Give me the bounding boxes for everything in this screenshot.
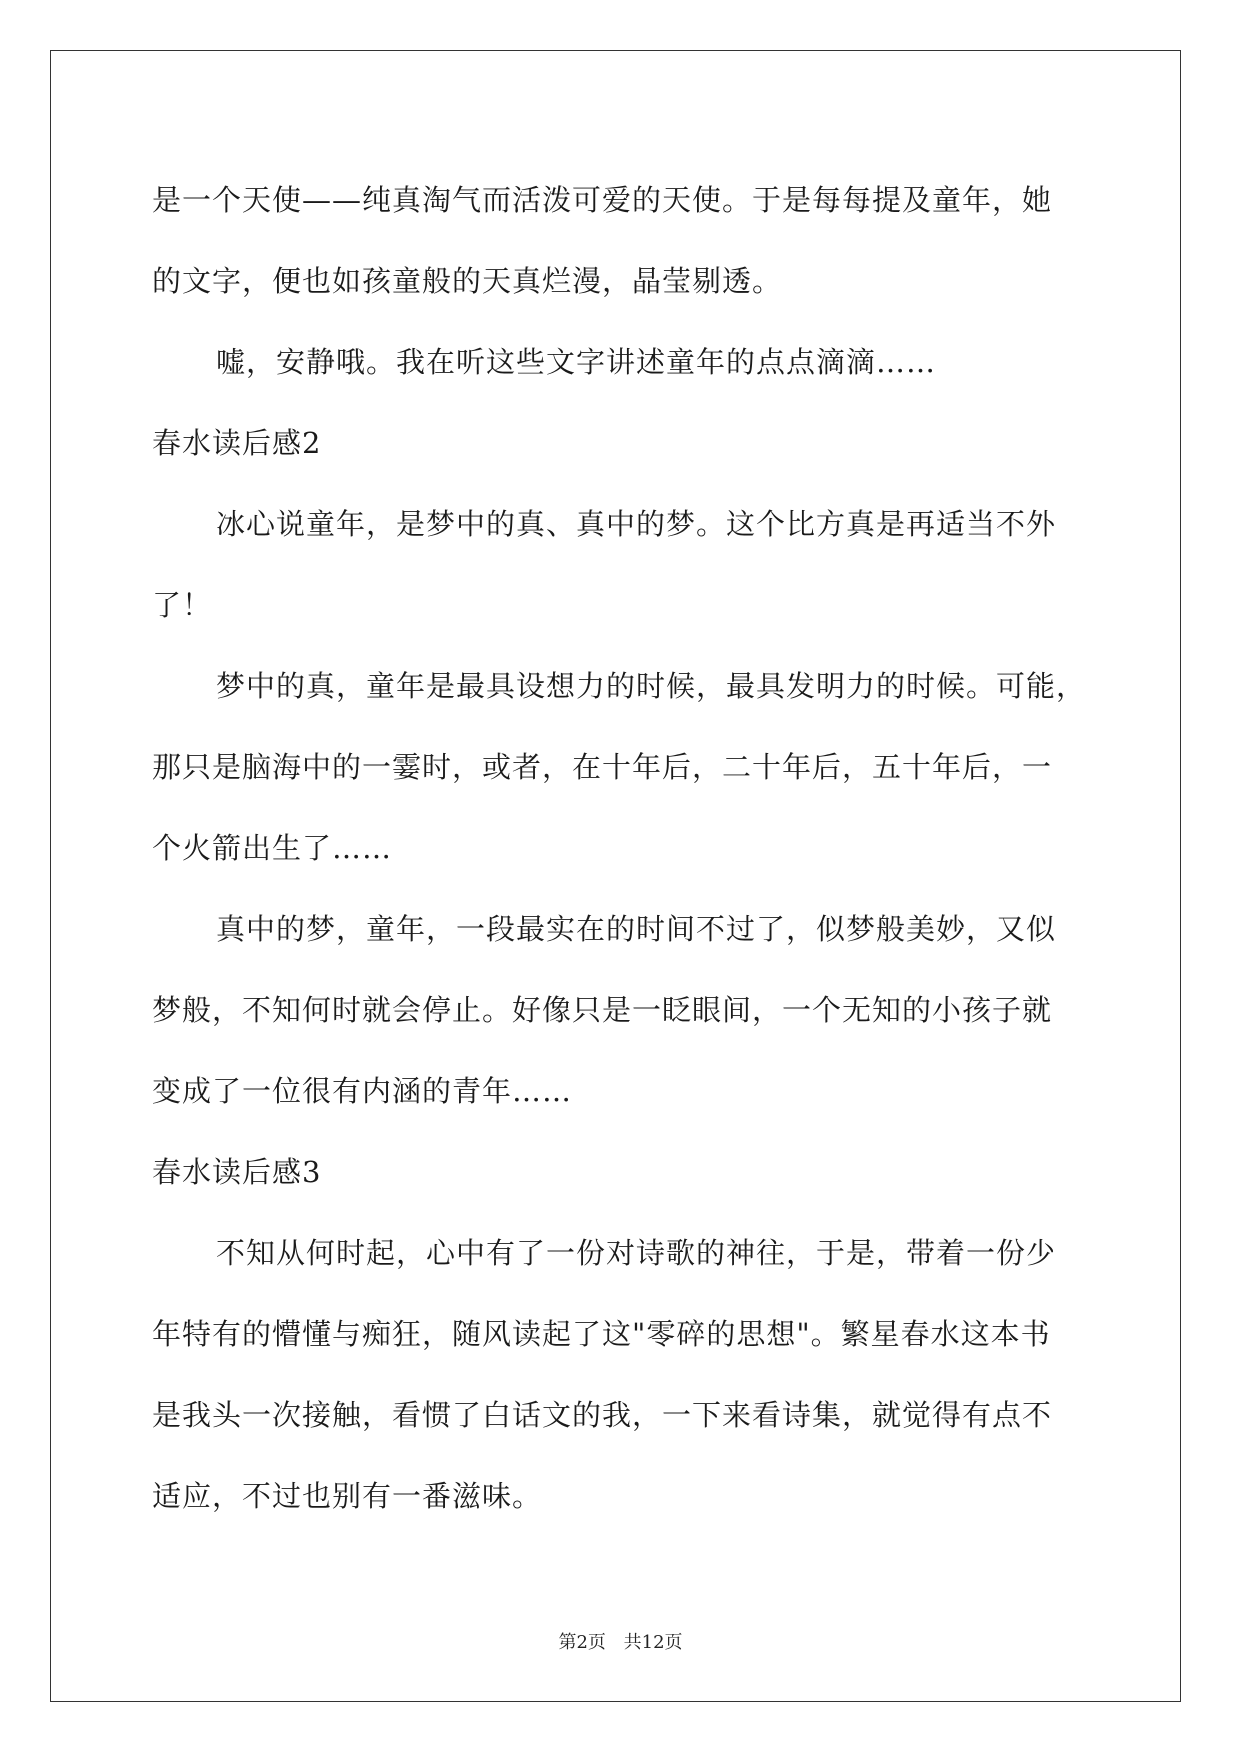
text-line: 适应，不过也别有一番滋味。: [152, 1479, 543, 1513]
text-line: 不知从何时起，心中有了一份对诗歌的神往，于是，带着一份少: [216, 1236, 1057, 1270]
text-line: 是我头一次接触，看惯了白话文的我，一下来看诗集，就觉得有点不: [152, 1398, 1053, 1432]
text-line: 年特有的懵懂与痴狂，随风读起了这"零碎的思想"。繁星春水这本书: [152, 1317, 1051, 1351]
section-heading: 春水读后感3: [152, 1155, 322, 1189]
text-line: 那只是脑海中的一霎时，或者，在十年后，二十年后，五十年后，一: [152, 750, 1053, 784]
page-number: 第2页: [558, 1632, 606, 1653]
text-line: 了！: [152, 588, 213, 622]
text-line: 个火箭出生了……: [152, 831, 393, 865]
document-body: [152, 160, 1112, 1537]
text-line: 变成了一位很有内涵的青年……: [152, 1074, 573, 1108]
section-heading: 春水读后感2: [152, 426, 322, 460]
text-line: 冰心说童年，是梦中的真、真中的梦。这个比方真是再适当不外: [216, 507, 1057, 541]
text-line: 梦般，不知何时就会停止。好像只是一眨眼间，一个无知的小孩子就: [152, 993, 1053, 1027]
text-line: 嘘，安静哦。我在听这些文字讲述童年的点点滴滴……: [216, 345, 937, 379]
page-total: 共12页: [623, 1632, 683, 1653]
text-line: 的文字，便也如孩童般的天真烂漫，晶莹剔透。: [152, 264, 783, 298]
text-line: 是一个天使——纯真淘气而活泼可爱的天使。于是每每提及童年，她: [152, 183, 1053, 217]
page-footer: [0, 1628, 1241, 1654]
text-line: 真中的梦，童年，一段最实在的时间不过了，似梦般美妙，又似: [216, 912, 1057, 946]
text-line: 梦中的真，童年是最具设想力的时候，最具发明力的时候。可能，: [216, 669, 1087, 703]
